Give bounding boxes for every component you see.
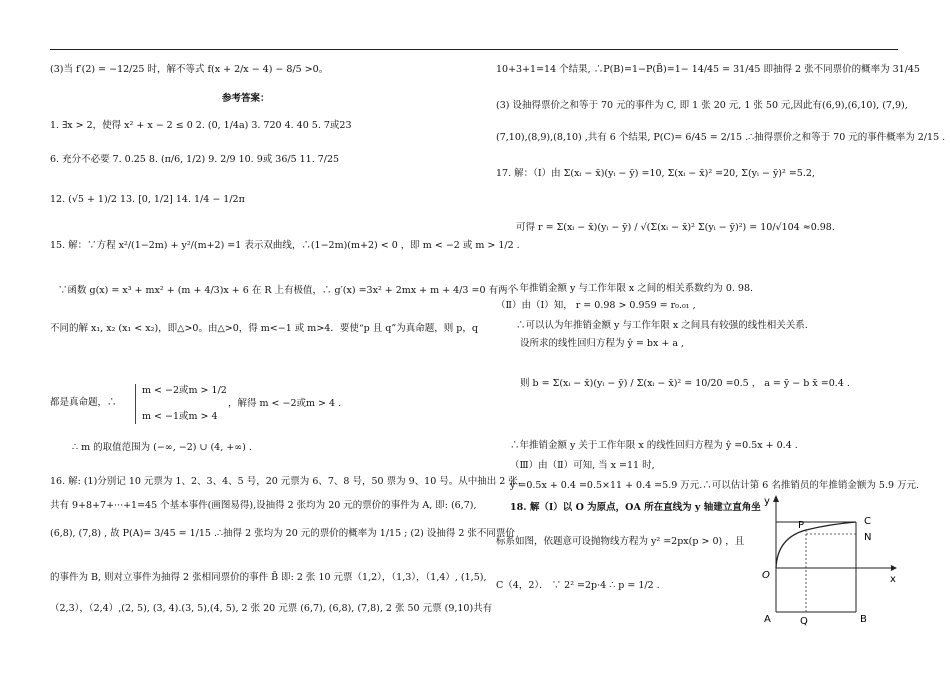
answer-17-line-1: 17. 解：（Ⅰ）由 Σ(xᵢ − x̄)(yᵢ − ȳ) =10, Σ(xᵢ − x̄)² =20, Σ(yᵢ − ȳ)² =5.2,	[496, 168, 815, 179]
system-solution: ，解得 m < −2或m > 4 .	[228, 398, 342, 409]
right-line-3: (7,10),(8,9),(8,10) ,共有 6 个结果, P(C)= 6/45 = 2/15 .∴抽得票价之和等于 70 元的事件概率为 2/15 .	[496, 132, 946, 143]
system-row-2: m < −1或m > 4	[142, 411, 218, 422]
system-brace	[135, 384, 136, 424]
answer-17-line-4: （Ⅱ）由（Ⅰ）知， r = 0.98 > 0.959 = r₀.₀₁ ,	[496, 300, 696, 311]
label-o: O	[762, 570, 770, 581]
y-axis-arrow	[773, 495, 779, 502]
answer-17-correlation: 可得 r = Σ(xᵢ − x̄)(yᵢ − ȳ) / √(Σ(xᵢ − x̄)² Σ(yᵢ − ȳ)²) = 10/√104 ≈0.98.	[516, 222, 835, 233]
label-x: x	[890, 574, 896, 585]
answer-15-line-5: ∴ m 的取值范围为 (−∞, −2) ∪ (4, +∞) .	[72, 442, 252, 453]
answer-15-line-3: 不同的解 x₁, x₂ (x₁ < x₂)，即△>0。由△>0，得 m<−1 或 m>4．要使“p 且 q”为真命题，则 p，q	[50, 323, 478, 334]
label-a: A	[764, 614, 771, 625]
label-c: C	[864, 516, 871, 527]
answer-18-line-3: C（4，2）． ∵ 2² =2p·4 ∴ p = 1/2 .	[496, 580, 660, 591]
answer-16-line-5: （2,3），（2,4）,(2, 5), (3, 4).(3, 5),(4, 5), 2 张 20 元票 (6,7), (6,8), (7,8), 2 张 50 元票 (9,10)共有	[50, 603, 493, 614]
answer-18-line-1: 18. 解（Ⅰ）以 O 为原点，OA 所在直线为 y 轴建立直角坐	[510, 502, 761, 513]
x-axis-arrow	[891, 565, 897, 571]
answer-17-line-8: ∴年推销金额 y 关于工作年限 x 的线性回归方程为 ŷ =0.5x + 0.4 .	[510, 440, 798, 451]
answers-title: 参考答案：	[222, 93, 270, 104]
label-q: Q	[800, 616, 808, 627]
answer-16-line-1: 16. 解: (1)分别记 10 元票为 1、2、3、4、5 号，20 元票为 6、7、8 号，50 票为 9、10 号。从中抽出 2 张，	[50, 476, 528, 487]
answer-15-line-4: 都是真命题，∴	[50, 397, 117, 408]
answer-17-line-3: ∴年推销金额 y 与工作年限 x 之间的相关系数约为 0. 98.	[510, 283, 754, 294]
answer-18-line-2: 标系如图，依题意可设抛物线方程为 y² =2px(p > 0) ，且	[496, 536, 745, 547]
question-3: (3)当 f′(2) = −12/25 时，解不等式 f(x + 2/x − 4) − 8/5 >0。	[50, 64, 329, 75]
answer-line-6: 6. 充分不必要 7. 0.25 8. (π/6, 1/2) 9. 2/9 10. 9或 36/5 11. 7/25	[50, 154, 340, 165]
answer-15-line-1: 15. 解：∵方程 x²/(1−2m) + y²/(m+2) =1 表示双曲线，∴(1−2m)(m+2) < 0 ，即 m < −2 或 m > 1/2 .	[50, 240, 520, 251]
answer-line-12: 12. (√5 + 1)/2 13. [0, 1/2] 14. 1/4 − 1/2π	[50, 194, 245, 205]
label-n: N	[864, 532, 872, 543]
label-y: y	[764, 496, 770, 507]
answer-16-line-2: 共有 9+8+7+···+1=45 个基本事件(画图易得),设抽得 2 张均为 20 元的票价的事件为 A, 即: (6,7),	[50, 500, 477, 511]
label-b: B	[860, 614, 867, 625]
answer-17-line-9: （Ⅲ）由（Ⅱ）可知, 当 x =11 时,	[510, 460, 655, 471]
parabola-figure	[756, 492, 906, 628]
right-line-2: (3) 设抽得票价之和等于 70 元的事件为 C, 即 1 张 20 元, 1 张 50 元,因此有(6,9),(6,10), (7,9),	[496, 100, 908, 111]
label-p: P	[798, 520, 805, 531]
answer-17-regression: 则 b = Σ(xᵢ − x̄)(yᵢ − ȳ) / Σ(xᵢ − x̄)² = 10/20 =0.5 ， a = ȳ − b x̄ =0.4 .	[520, 378, 850, 389]
answer-17-line-10: ŷ =0.5x + 0.4 =0.5×11 + 0.4 =5.9 万元.∴可以估计第 6 名推销员的年推销金额为 5.9 万元.	[510, 480, 920, 491]
right-line-1: 10+3+1=14 个结果, ∴P(B)=1−P(B̄)=1− 14/45 = 31/45 即抽得 2 张不同票价的概率为 31/45	[496, 64, 920, 75]
answer-16-line-3: (6,8), (7,8) , 故 P(A)= 3/45 = 1/15 .∴抽得 2 张均为 20 元的票价的概率为 1/15 ; (2) 设抽得 2 张不同票价	[50, 528, 515, 539]
answer-17-line-6: 设所求的线性回归方程为 ŷ = bx + a ,	[520, 338, 685, 349]
answer-17-line-5: ∴可以认为年推销金额 y 与工作年限 x 之间具有较强的线性相关关系.	[516, 320, 808, 331]
parabola-curve	[776, 522, 856, 568]
system-row-1: m < −2或m > 1/2	[142, 385, 227, 396]
answer-15-line-2: ∵函数 g(x) = x³ + mx² + (m + 4/3)x + 6 在 R 上有极值，∴ g′(x) =3x² + 2mx + m + 4/3 =0 有两个	[58, 285, 518, 296]
header-rule	[50, 49, 898, 50]
answer-16-line-4: 的事件为 B, 则对立事件为抽得 2 张相同票价的事件 B̄ 即: 2 张 10 元票（1,2），（1,3），（1,4）, (1,5),	[50, 572, 487, 583]
answer-line-1: 1. ∃x > 2，使得 x² + x − 2 ≤ 0 2. (0, 1/4a) 3. 720 4. 40 5. 7或23	[50, 120, 352, 131]
